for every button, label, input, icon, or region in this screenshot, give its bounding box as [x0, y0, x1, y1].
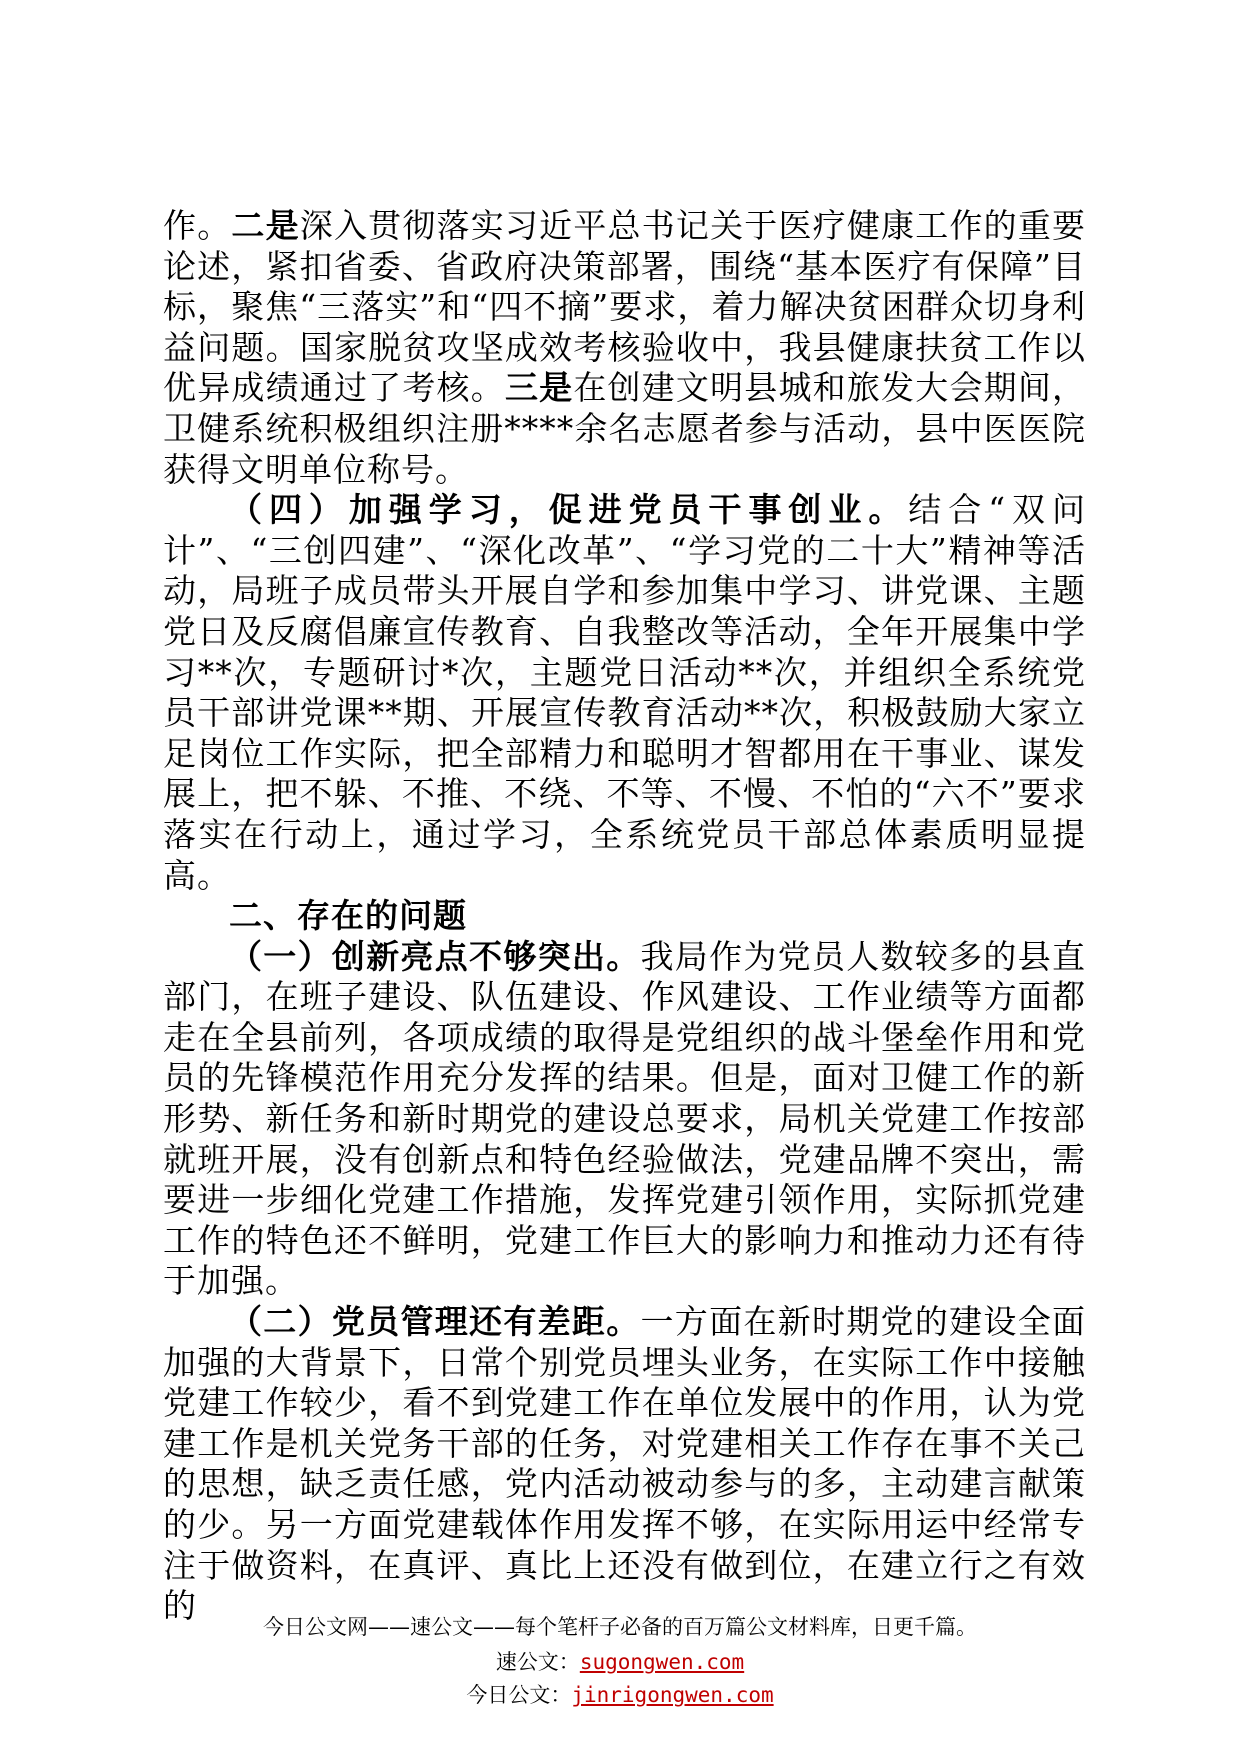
- footer-site-2-label: 今日公文：: [466, 1683, 572, 1707]
- p1-text-1: 深入贯彻落实习近平总书记关于医疗健康工作的重要论述，紧扣省委、省政府决策部署，围绕“基本医疗有保障”目标，聚焦“三落实”和“四不摘”要求，着力解决贫困群众切身利益问题。国家脱贫攻坚成效考核验收中，我县健康扶贫工作以优异成绩通过了考核。: [163, 206, 1087, 408]
- paragraph-2: [163, 490, 1086, 896]
- footer-site-2: [0, 1679, 1240, 1709]
- p1-bold-2: 三是: [504, 368, 574, 408]
- footer-link-jinrigongwen[interactable]: jinrigongwen.com: [571, 1683, 774, 1707]
- paragraph-4: [163, 1302, 1086, 1627]
- paragraph-3: [163, 937, 1086, 1302]
- p3-text: 我局作为党员人数较多的县直部门，在班子建设、队伍建设、作风建设、工作业绩等方面都走在全县前列，各项成绩的取得是党组织的战斗堡垒作用和党员的先锋模范作用充分发挥的结果。但是，面对卫健工作的新形势、新任务和新时期党的建设总要求，局机关党建工作按部就班开展，没有创新点和特色经验做法，党建品牌不突出，需要进一步细化党建工作措施，发挥党建引领作用，实际抓党建工作的特色还不鲜明，党建工作巨大的影响力和推动力还有待于加强。: [163, 936, 1087, 1301]
- p1-text-2: 在创建文明县城和旅发大会期间，卫健系统积极组织注册****余名志愿者参与活动，县中医医院获得文明单位称号。: [163, 368, 1087, 489]
- p4-text: 一方面在新时期党的建设全面加强的大背景下，日常个别党员埋头业务，在实际工作中接触党建工作较少，看不到党建工作在单位发展中的作用，认为党建工作是机关党务干部的任务，对党建相关工作存在事不关己的思想，缺乏责任感，党内活动被动参与的多，主动建言献策的少。另一方面党建载体作用发挥不够，在实际用运中经常专注于做资料，在真评、真比上还没有做到位，在建立行之有效的: [163, 1302, 1087, 1626]
- document-body: [163, 206, 1086, 1627]
- p1-pre: 作。: [163, 206, 232, 245]
- section-heading: 二、存在的问题: [229, 896, 467, 936]
- paragraph-1: [163, 206, 1086, 490]
- p1-bold-1: 二是: [231, 206, 300, 245]
- p2-text: 结合“双问计”、“三创四建”、“深化改革”、“学习党的二十大”精神等活动，局班子成员带头开展自学和参加集中学习、讲党课、主题党日及反腐倡廉宣传教育、自我整改等活动，全年开展集中学习**次，专题研讨*次，主题党日活动**次，并组织全系统党员干部讲党课**期、开展宣传教育活动**次，积极鼓励大家立足岗位工作实际，把全部精力和聪明才智都用在干事业、谋发展上，把不躲、不推、不绕、不等、不慢、不怕的“六不”要求落实在行动上，通过学习，全系统党员干部总体素质明显提高。: [163, 490, 1087, 895]
- footer-link-sugongwen[interactable]: sugongwen.com: [579, 1650, 745, 1674]
- p3-heading: （一）创新亮点不够突出。: [229, 936, 641, 976]
- footer-site-1-label: 速公文：: [495, 1650, 580, 1674]
- footer-site-1: [0, 1646, 1240, 1676]
- p4-heading: （二）党员管理还有差距。: [229, 1302, 641, 1342]
- footer-tagline: 今日公文网——速公文——每个笔杆子必备的百万篇公文材料库，日更千篇。: [263, 1615, 977, 1639]
- p2-heading: （四）加强学习，促进党员干事创业。: [229, 490, 909, 530]
